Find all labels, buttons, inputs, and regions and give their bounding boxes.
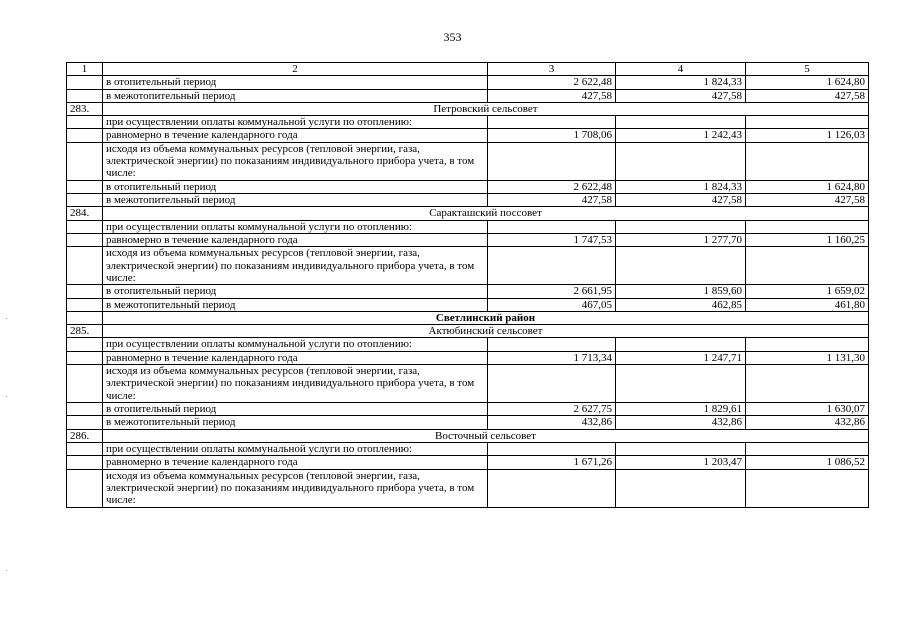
- header-row: [67, 63, 869, 76]
- row-number: [67, 365, 103, 403]
- value-cell-4: [616, 142, 746, 180]
- value-cell-4: [616, 247, 746, 285]
- table-row: [67, 194, 869, 207]
- header-cell: 1: [67, 63, 103, 76]
- tariff-table: [66, 62, 869, 508]
- value-cell-4: 1 829,61: [616, 403, 746, 416]
- value-cell-4: [616, 338, 746, 351]
- row-number: [67, 403, 103, 416]
- value-cell-4: [616, 116, 746, 129]
- row-number: [67, 469, 103, 507]
- row-label: в межотопительный период: [103, 89, 488, 102]
- row-number: [67, 247, 103, 285]
- value-cell-4: 1 203,47: [616, 456, 746, 469]
- value-cell-5: 1 086,52: [746, 456, 869, 469]
- table-row: [67, 129, 869, 142]
- row-number: [67, 129, 103, 142]
- table-row: [67, 456, 869, 469]
- row-label: при осуществлении оплаты коммунальной услуги по отоплению:: [103, 338, 488, 351]
- row-label: исходя из объема коммунальных ресурсов (тепловой энергии, газа, электрической энергии) по показаниям индивидуального прибора учета, в том числе:: [103, 142, 488, 180]
- value-cell-3: [488, 442, 616, 455]
- section-title: Саракташский поссовет: [103, 207, 869, 220]
- row-label: в отопительный период: [103, 180, 488, 193]
- header-cell: 4: [616, 63, 746, 76]
- value-cell-3: 467,05: [488, 298, 616, 311]
- value-cell-3: 1 671,26: [488, 456, 616, 469]
- row-label: исходя из объема коммунальных ресурсов (тепловой энергии, газа, электрической энергии) по показаниям индивидуального прибора учета, в том числе:: [103, 247, 488, 285]
- value-cell-4: 1 824,33: [616, 180, 746, 193]
- value-cell-4: 1 824,33: [616, 76, 746, 89]
- value-cell-4: 462,85: [616, 298, 746, 311]
- row-label: в межотопительный период: [103, 298, 488, 311]
- table-row: [67, 416, 869, 429]
- note-row: [67, 442, 869, 455]
- value-cell-3: 432,86: [488, 416, 616, 429]
- value-cell-4: [616, 442, 746, 455]
- row-label: в межотопительный период: [103, 194, 488, 207]
- value-cell-5: 1 131,30: [746, 351, 869, 364]
- table-row: [67, 285, 869, 298]
- row-label: в отопительный период: [103, 285, 488, 298]
- condition-row: [67, 365, 869, 403]
- value-cell-4: 427,58: [616, 89, 746, 102]
- row-number: [67, 76, 103, 89]
- header-cell: 5: [746, 63, 869, 76]
- value-cell-5: 427,58: [746, 194, 869, 207]
- value-cell-5: 1 624,80: [746, 76, 869, 89]
- value-cell-5: [746, 338, 869, 351]
- row-number: [67, 89, 103, 102]
- value-cell-4: [616, 220, 746, 233]
- section-title: Петровский сельсовет: [103, 102, 869, 115]
- row-number: [67, 416, 103, 429]
- value-cell-5: [746, 116, 869, 129]
- row-number: [67, 338, 103, 351]
- value-cell-5: [746, 469, 869, 507]
- value-cell-4: [616, 365, 746, 403]
- section-title: Восточный сельсовет: [103, 429, 869, 442]
- value-cell-3: 2 627,75: [488, 403, 616, 416]
- table-row: [67, 233, 869, 246]
- value-cell-4: 432,86: [616, 416, 746, 429]
- value-cell-3: 2 622,48: [488, 76, 616, 89]
- value-cell-3: [488, 142, 616, 180]
- condition-row: [67, 247, 869, 285]
- table-row: [67, 298, 869, 311]
- row-number: 284.: [67, 207, 103, 220]
- value-cell-3: [488, 220, 616, 233]
- section-title: Актюбинский сельсовет: [103, 325, 869, 338]
- row-label: равномерно в течение календарного года: [103, 129, 488, 142]
- row-label: в межотопительный период: [103, 416, 488, 429]
- value-cell-5: 1 659,02: [746, 285, 869, 298]
- value-cell-5: 1 126,03: [746, 129, 869, 142]
- table-row: [67, 351, 869, 364]
- value-cell-3: 1 713,34: [488, 351, 616, 364]
- row-number: 283.: [67, 102, 103, 115]
- value-cell-5: [746, 442, 869, 455]
- value-cell-3: 1 747,53: [488, 233, 616, 246]
- row-number: [67, 298, 103, 311]
- value-cell-5: [746, 142, 869, 180]
- value-cell-3: 1 708,06: [488, 129, 616, 142]
- value-cell-5: 432,86: [746, 416, 869, 429]
- value-cell-5: 1 160,25: [746, 233, 869, 246]
- value-cell-3: 2 622,48: [488, 180, 616, 193]
- value-cell-5: [746, 220, 869, 233]
- value-cell-4: 1 859,60: [616, 285, 746, 298]
- section-row: [67, 102, 869, 115]
- district-row: [67, 311, 869, 324]
- header-cell: 2: [103, 63, 488, 76]
- value-cell-5: [746, 365, 869, 403]
- value-cell-4: 1 242,43: [616, 129, 746, 142]
- row-number: 285.: [67, 325, 103, 338]
- row-number: [67, 220, 103, 233]
- condition-row: [67, 142, 869, 180]
- row-label: в отопительный период: [103, 403, 488, 416]
- row-number: [67, 311, 103, 324]
- value-cell-3: [488, 116, 616, 129]
- row-number: [67, 285, 103, 298]
- value-cell-5: 461,80: [746, 298, 869, 311]
- value-cell-5: [746, 247, 869, 285]
- page-number: 353: [443, 30, 462, 44]
- value-cell-5: 1 624,80: [746, 180, 869, 193]
- note-row: [67, 116, 869, 129]
- value-cell-3: [488, 469, 616, 507]
- row-number: [67, 142, 103, 180]
- row-number: [67, 351, 103, 364]
- value-cell-3: 2 661,95: [488, 285, 616, 298]
- row-number: [67, 233, 103, 246]
- value-cell-3: 427,58: [488, 89, 616, 102]
- row-number: [67, 456, 103, 469]
- row-number: [67, 442, 103, 455]
- header-cell: 3: [488, 63, 616, 76]
- section-row: [67, 429, 869, 442]
- table-row: [67, 403, 869, 416]
- district-title: Светлинский район: [103, 311, 869, 324]
- row-number: [67, 194, 103, 207]
- note-row: [67, 338, 869, 351]
- value-cell-5: 1 630,07: [746, 403, 869, 416]
- value-cell-3: [488, 247, 616, 285]
- condition-row: [67, 469, 869, 507]
- value-cell-4: [616, 469, 746, 507]
- row-label: при осуществлении оплаты коммунальной услуги по отоплению:: [103, 116, 488, 129]
- row-label: равномерно в течение календарного года: [103, 456, 488, 469]
- row-number: [67, 116, 103, 129]
- value-cell-3: [488, 365, 616, 403]
- value-cell-4: 1 247,71: [616, 351, 746, 364]
- row-label: исходя из объема коммунальных ресурсов (тепловой энергии, газа, электрической энергии) по показаниям индивидуального прибора учета, в том числе:: [103, 365, 488, 403]
- value-cell-4: 1 277,70: [616, 233, 746, 246]
- section-row: [67, 207, 869, 220]
- table-row: [67, 89, 869, 102]
- value-cell-4: 427,58: [616, 194, 746, 207]
- table-row: [67, 180, 869, 193]
- table-row: [67, 76, 869, 89]
- row-label: исходя из объема коммунальных ресурсов (тепловой энергии, газа, электрической энергии) по показаниям индивидуального прибора учета, в том числе:: [103, 469, 488, 507]
- row-label: равномерно в течение календарного года: [103, 351, 488, 364]
- note-row: [67, 220, 869, 233]
- value-cell-3: 427,58: [488, 194, 616, 207]
- value-cell-5: 427,58: [746, 89, 869, 102]
- row-number: 286.: [67, 429, 103, 442]
- row-label: равномерно в течение календарного года: [103, 233, 488, 246]
- row-label: при осуществлении оплаты коммунальной услуги по отоплению:: [103, 220, 488, 233]
- value-cell-3: [488, 338, 616, 351]
- row-label: в отопительный период: [103, 76, 488, 89]
- section-row: [67, 325, 869, 338]
- row-number: [67, 180, 103, 193]
- row-label: при осуществлении оплаты коммунальной услуги по отоплению:: [103, 442, 488, 455]
